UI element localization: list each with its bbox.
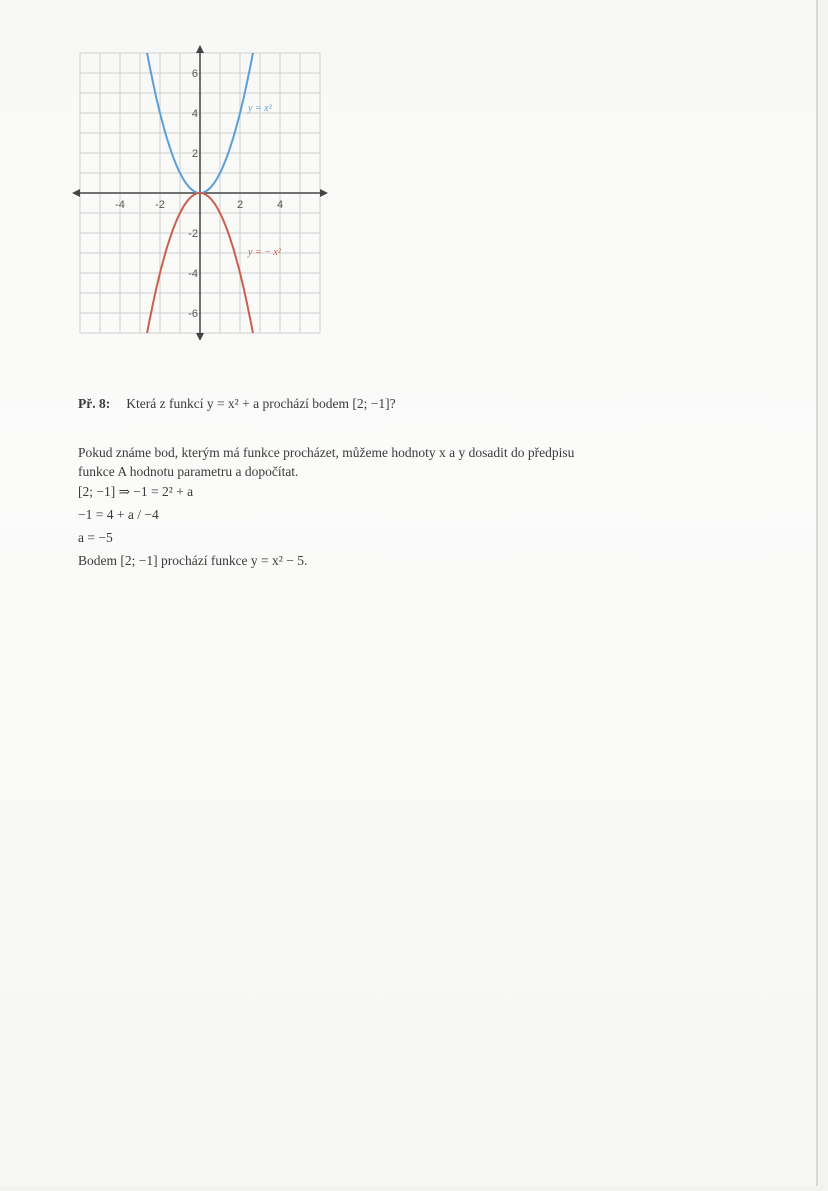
y-tick-label: -2: [188, 228, 198, 240]
x-axis-arrow: [72, 189, 80, 197]
example-question: [78, 396, 396, 412]
x-axis-arrow: [320, 189, 328, 197]
series-label: y = − x²: [248, 247, 281, 258]
question-text: Která z funkcí y = x² + a prochází bodem [2; −1]?: [126, 396, 396, 411]
y-tick-label: 4: [191, 108, 198, 120]
y-axis-arrow: [196, 333, 204, 340]
parabola-graph: [70, 40, 330, 340]
conclusion: Bodem [2; −1] prochází funkce y = x² − 5.: [78, 553, 308, 568]
paragraph-line-1: Pokud známe bod, kterým má funkce procházet, můžeme hodnoty x a y dosadit do předpisu: [78, 445, 575, 460]
y-axis-arrow: [196, 45, 204, 53]
series-label: y = x²: [248, 103, 272, 114]
y-tick-label: 2: [191, 148, 198, 160]
x-tick-label: -2: [155, 199, 165, 211]
step-1: [2; −1] ⇒ −1 = 2² + a: [78, 484, 194, 499]
y-tick-label: -6: [188, 308, 198, 320]
paragraph-line-2: funkce A hodnotu parametru a dopočítat.: [78, 464, 299, 479]
y-tick-label: 6: [191, 68, 198, 80]
step-2: −1 = 4 + a / −4: [78, 507, 159, 522]
x-tick-label: 4: [276, 199, 284, 211]
example-label: Př. 8:: [78, 396, 111, 411]
x-tick-label: 2: [236, 199, 244, 211]
y-tick-label: -4: [188, 268, 198, 280]
x-tick-label: -4: [115, 199, 125, 211]
step-3: a = −5: [78, 530, 113, 545]
